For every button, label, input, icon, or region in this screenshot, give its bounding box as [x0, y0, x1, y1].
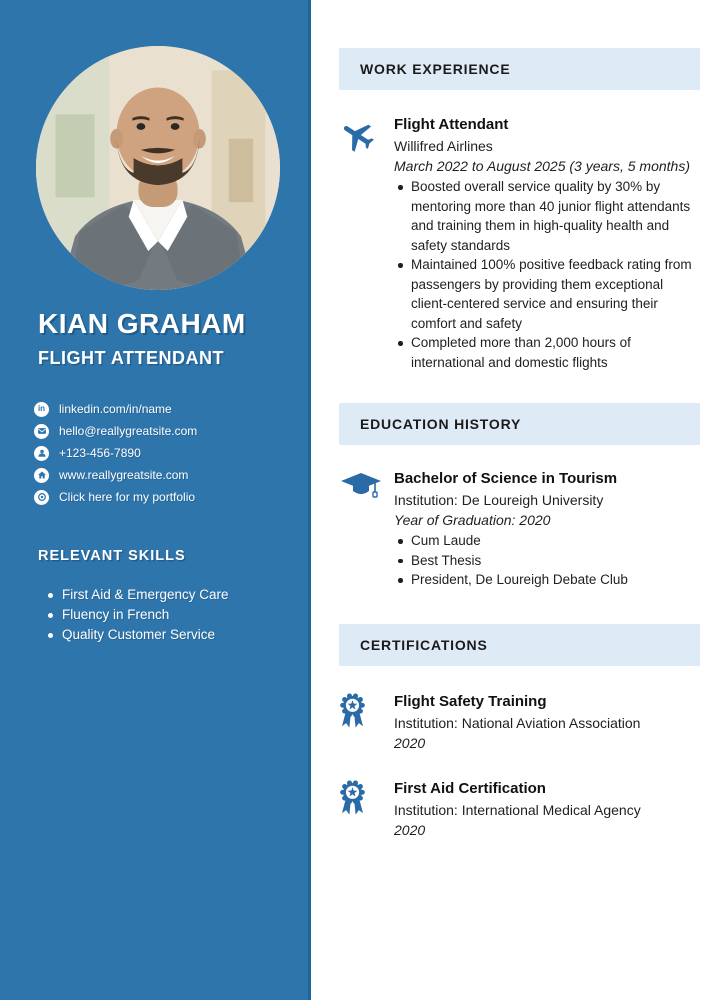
person-icon	[34, 446, 49, 461]
skills-list	[46, 585, 296, 645]
work-achievement: Boosted overall service quality by 30% by mentoring more than 40 junior flight attendants and training them in high-quality health and safety standards	[394, 177, 700, 255]
certifications-section	[339, 624, 700, 840]
skills-section-header: RELEVANT SKILLS	[38, 548, 186, 564]
work-achievement: Completed more than 2,000 hours of international and domestic flights	[394, 333, 700, 372]
education-year: Year of Graduation: 2020	[394, 512, 551, 528]
person-job-title: FLIGHT ATTENDANT	[38, 348, 224, 368]
airplane-icon	[339, 116, 377, 154]
work-achievement: Maintained 100% positive feedback rating from passengers by providing them exceptional client-centered service and ensuring their comfort and safety	[394, 255, 700, 333]
contact-website-text: www.reallygreatsite.com	[59, 468, 189, 482]
contact-phone	[34, 442, 294, 464]
work-role-title: Flight Attendant	[394, 116, 509, 133]
contact-list	[34, 398, 294, 508]
education-header-band	[339, 403, 700, 445]
certification-title: First Aid Certification	[394, 779, 546, 797]
work-entry-content	[394, 114, 700, 372]
main-column	[311, 0, 707, 1000]
education-honors-list	[394, 531, 700, 590]
certification-institution: Institution: International Medical Agency	[394, 801, 641, 818]
work-experience-header-band	[339, 48, 700, 90]
work-experience-section	[339, 48, 700, 372]
education-degree: Bachelor of Science in Tourism	[394, 470, 618, 487]
skill-item: First Aid & Emergency Care	[46, 585, 296, 605]
education-header: EDUCATION HISTORY	[360, 416, 522, 432]
person-name: KIAN GRAHAM	[38, 308, 246, 339]
certifications-header-band	[339, 624, 700, 666]
contact-phone-text: +123-456-7890	[59, 446, 141, 460]
profile-photo-illustration	[36, 46, 280, 290]
skill-item: Fluency in French	[46, 605, 296, 625]
certification-entry-content	[394, 691, 700, 753]
education-entry	[339, 468, 700, 590]
work-dates: March 2022 to August 2025 (3 years, 5 months)	[394, 158, 690, 174]
sidebar	[0, 0, 311, 1000]
education-institution: Institution: De Loureigh University	[394, 492, 604, 508]
education-section	[339, 403, 700, 590]
portfolio-icon	[34, 490, 49, 505]
certification-title: Flight Safety Training	[394, 692, 547, 710]
certification-icon-col	[339, 691, 394, 753]
email-icon	[34, 424, 49, 439]
education-honor: President, De Loureigh Debate Club	[394, 570, 700, 590]
certification-entry	[339, 778, 700, 840]
education-entry-content	[394, 468, 700, 590]
contact-linkedin[interactable]	[34, 398, 294, 420]
work-entry-icon-col	[339, 114, 394, 372]
education-honor: Cum Laude	[394, 531, 700, 551]
certification-institution: Institution: National Aviation Association	[394, 714, 641, 731]
contact-email[interactable]	[34, 420, 294, 442]
certification-year: 2020	[394, 821, 426, 838]
work-experience-header: WORK EXPERIENCE	[360, 61, 511, 77]
home-icon	[34, 468, 49, 483]
award-ribbon-icon	[339, 693, 394, 731]
contact-linkedin-text: linkedin.com/in/name	[59, 402, 172, 416]
work-company: Willifred Airlines	[394, 138, 493, 154]
contact-portfolio-text: Click here for my portfolio	[59, 490, 196, 504]
certifications-header: CERTIFICATIONS	[360, 636, 488, 653]
certification-year: 2020	[394, 734, 426, 751]
contact-portfolio-link[interactable]	[34, 486, 294, 508]
certification-entry	[339, 691, 700, 753]
graduation-cap-icon	[339, 470, 394, 502]
linkedin-icon: in	[34, 402, 49, 417]
work-achievements-list	[394, 177, 700, 372]
certification-entry-content	[394, 778, 700, 840]
education-entry-icon-col	[339, 468, 394, 590]
skill-item: Quality Customer Service	[46, 625, 296, 645]
contact-website[interactable]	[34, 464, 294, 486]
profile-photo	[36, 46, 280, 290]
work-entry	[339, 114, 700, 372]
certification-icon-col	[339, 778, 394, 840]
education-honor: Best Thesis	[394, 551, 700, 571]
contact-email-text: hello@reallygreatsite.com	[59, 424, 198, 438]
award-ribbon-icon	[339, 780, 394, 818]
